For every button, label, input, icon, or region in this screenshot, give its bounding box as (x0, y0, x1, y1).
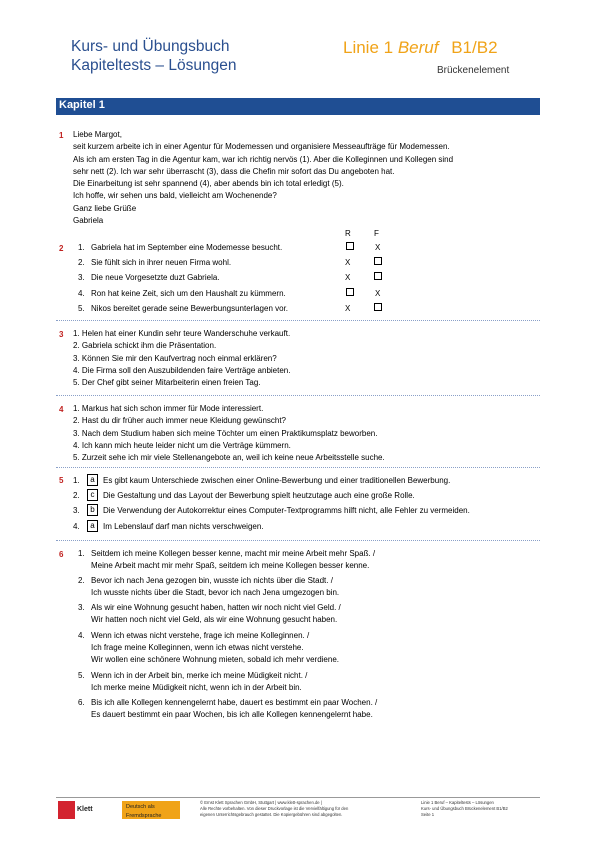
checkbox-f (374, 303, 382, 311)
checkbox-r (346, 242, 354, 250)
sentence-a: Wenn ich etwas nicht verstehe, frage ich meine Kolleginnen. / (91, 631, 310, 640)
item-number: 4. (78, 631, 85, 640)
exercise-3-answers (73, 328, 290, 389)
statement-text: Sie fühlt sich in ihrer neuen Firma wohl. (91, 258, 232, 267)
exercise-4-answers (73, 403, 385, 464)
sentence-a: Wenn ich in der Arbeit bin, merke ich meine Müdigkeit nicht. / (91, 671, 308, 680)
chapter-label: Kapitel 1 (59, 99, 105, 111)
statement-text: Die neue Vorgesetzte duzt Gabriela. (91, 273, 220, 282)
copyright-line: eigenen Unterrichtsgebrauch gestattet. Die Kopiergebühren sind abgegolten. (200, 812, 343, 817)
statement-number: 5. (78, 304, 85, 313)
exercise-4-number: 4 (59, 405, 64, 414)
source-line: Kurs- und Übungsbuch Brückenelement B1/B2 (421, 806, 508, 811)
exercise-1-number: 1 (59, 131, 64, 140)
answer-line: 3. Nach dem Studium haben sich meine Töchter um einen Praktikumsplatz beworben. (73, 428, 378, 438)
exercise-1-letter (73, 129, 453, 227)
statement-number: 4. (78, 289, 85, 298)
statement-text: Nikos bereitet gerade seine Bewerbungsunterlagen vor. (91, 304, 289, 313)
footer-divider (56, 797, 540, 798)
sentence-a: Bevor ich nach Jena gezogen bin, wusste ich nichts über die Stadt. / (91, 576, 333, 585)
footer-copyright (200, 800, 415, 818)
checkmark-r: X (345, 258, 351, 267)
answer-line: 2. Hast du dir früher auch immer neue Kleidung gewünscht? (73, 416, 287, 426)
item-number: 4. (73, 522, 80, 531)
letter-line: Ganz liebe Grüße (73, 203, 137, 213)
title-line-2: Kapiteltests – Lösungen (71, 57, 237, 74)
statement-number: 1. (78, 243, 85, 252)
letter-line: Liebe Margot, (73, 130, 122, 139)
statement-text: Gabriela hat im September eine Modemesse besucht. (91, 243, 283, 252)
checkbox-f (374, 272, 382, 280)
checkmark-r: X (345, 273, 351, 282)
statement-number: 2. (78, 258, 85, 267)
item-text: Die Verwendung der Autokorrektur eines Computer-Textprogramms hilft nicht, alle Fehler zu vermeiden. (103, 506, 470, 515)
page-number: Seite 1 (421, 812, 435, 817)
answer-letter-box: a (87, 474, 98, 486)
letter-line: Ich hoffe, wir sehen uns bald, vielleicht am Wochenende? (73, 191, 277, 201)
brand-logo (343, 38, 498, 58)
item-number: 2. (73, 491, 80, 500)
statement-number: 3. (78, 273, 85, 282)
sentence-b: Es dauert bestimmt ein paar Wochen, bis ich alle Kollegen kennengelernt habe. (91, 710, 373, 719)
item-text: Es gibt kaum Unterschiede zwischen einer Online-Bewerbung und einer traditionellen Bewerbung. (103, 476, 451, 485)
document-title (71, 37, 236, 75)
column-r-header: R (345, 229, 351, 238)
divider (56, 320, 540, 321)
letter-line: sehr nett (2). Ich war sehr überrascht (3), dass die Chefin mir sofort das Du angeboten hat. (73, 166, 395, 176)
item-text: Die Gestaltung und das Layout der Bewerbung spielt heutzutage auch eine große Rolle. (103, 491, 415, 500)
checkmark-f: X (375, 289, 381, 298)
daf-logo-line-2: Fremdsprache (126, 813, 162, 819)
brand-subtitle: Brückenelement (437, 65, 510, 76)
daf-logo-line-1: Deutsch als (126, 804, 155, 810)
item-number: 6. (78, 698, 85, 707)
answer-line: 4. Die Firma soll den Auszubildenden faire Verträge anbieten. (73, 365, 291, 375)
sentence-b: Ich wusste nichts über die Stadt, bevor ich nach Jena umgezogen bin. (91, 588, 340, 597)
sentence-b: Wir hatten noch nicht viel Geld, als wir eine Wohnung gesucht haben. (91, 615, 338, 624)
letter-line: Als ich am ersten Tag in die Agentur kam, war ich richtig nervös (1). Aber die Kolleginnen und Kollegen sind (73, 154, 454, 164)
title-line-1: Kurs- und Übungsbuch (71, 38, 230, 55)
sentence-b: Ich frage meine Kolleginnen, wenn ich etwas nicht verstehe. (91, 643, 304, 652)
klett-logo (58, 801, 100, 819)
checkbox-r (346, 288, 354, 296)
sentence-c: Wir wollen eine schönere Wohnung mieten, sobald ich mehr verdiene. (91, 655, 339, 664)
exercise-5-number: 5 (59, 476, 64, 485)
item-number: 3. (78, 603, 85, 612)
letter-line: seit kurzem arbeite ich in einer Agentur für Modemessen und organisiere Messeaufträge für Modemessen. (73, 142, 450, 152)
item-number: 1. (73, 476, 80, 485)
sentence-a: Seitdem ich meine Kollegen besser kenne, macht mir meine Arbeit mehr Spaß. / (91, 549, 376, 558)
daf-logo (122, 801, 180, 819)
exercise-3-number: 3 (59, 330, 64, 339)
brand-beruf: Beruf (397, 38, 439, 57)
item-number: 1. (78, 549, 85, 558)
letter-line: Gabriela (73, 216, 104, 226)
copyright-line: Alle Rechte vorbehalten. Von dieser Druckvorlage ist die Vervielfältigung für den (200, 806, 349, 811)
sentence-b: Ich merke meine Müdigkeit nicht, wenn ich in der Arbeit bin. (91, 683, 302, 692)
source-line: Linie 1 Beruf – Kapiteltests – Lösungen (421, 800, 494, 805)
statement-text: Ron hat keine Zeit, sich um den Haushalt zu kümmern. (91, 289, 286, 298)
sentence-b: Meine Arbeit macht mir mehr Spaß, seitdem ich meine Kollegen besser kenne. (91, 561, 370, 570)
copyright-line: © Ernst Klett Sprachen GmbH, Stuttgart | www.klett-sprachen.de | (200, 800, 322, 805)
answer-letter-box: b (87, 504, 98, 516)
checkmark-r: X (345, 304, 351, 313)
answer-line: 4. Ich kann mich heute leider nicht um die Verträge kümmern. (73, 440, 291, 450)
item-text: Im Lebenslauf darf man nichts verschweigen. (103, 522, 264, 531)
chapter-bar (56, 98, 540, 115)
answer-line: 1. Helen hat einer Kundin sehr teure Wanderschuhe verkauft. (73, 329, 291, 338)
column-f-header: F (374, 229, 379, 238)
answer-line: 5. Der Chef gibt seiner Mitarbeiterin einen freien Tag. (73, 378, 261, 388)
exercise-6-number: 6 (59, 550, 64, 559)
answer-letter-box: c (87, 489, 98, 501)
brand-name: Linie 1 (343, 38, 394, 57)
exercise-2-number: 2 (59, 244, 64, 253)
klett-mark-icon (58, 801, 75, 819)
checkmark-f: X (375, 243, 381, 252)
answer-line: 5. Zurzeit sehe ich mir viele Stellenangebote an, weil ich keine neue Arbeitsstelle suche. (73, 453, 385, 463)
brand-level: B1/B2 (451, 38, 498, 57)
letter-line: Die Einarbeitung ist sehr spannend (4), aber abends bin ich total erledigt (5). (73, 179, 344, 189)
answer-letter-box: a (87, 520, 98, 532)
answer-line: 3. Können Sie mir den Kaufvertrag noch einmal erklären? (73, 353, 277, 363)
footer-source (421, 800, 541, 818)
sentence-a: Bis ich alle Kollegen kennengelernt habe, dauert es bestimmt ein paar Wochen. / (91, 698, 378, 707)
sentence-a: Als wir eine Wohnung gesucht haben, hatten wir noch nicht viel Geld. / (91, 603, 341, 612)
item-number: 2. (78, 576, 85, 585)
answer-line: 1. Markus hat sich schon immer für Mode interessiert. (73, 404, 264, 413)
item-number: 3. (73, 506, 80, 515)
divider (56, 540, 540, 541)
divider (56, 395, 540, 396)
divider (56, 467, 540, 468)
item-number: 5. (78, 671, 85, 680)
checkbox-f (374, 257, 382, 265)
klett-logo-text: Klett (77, 806, 93, 813)
answer-line: 2. Gabriela schickt ihm die Präsentation. (73, 341, 217, 351)
